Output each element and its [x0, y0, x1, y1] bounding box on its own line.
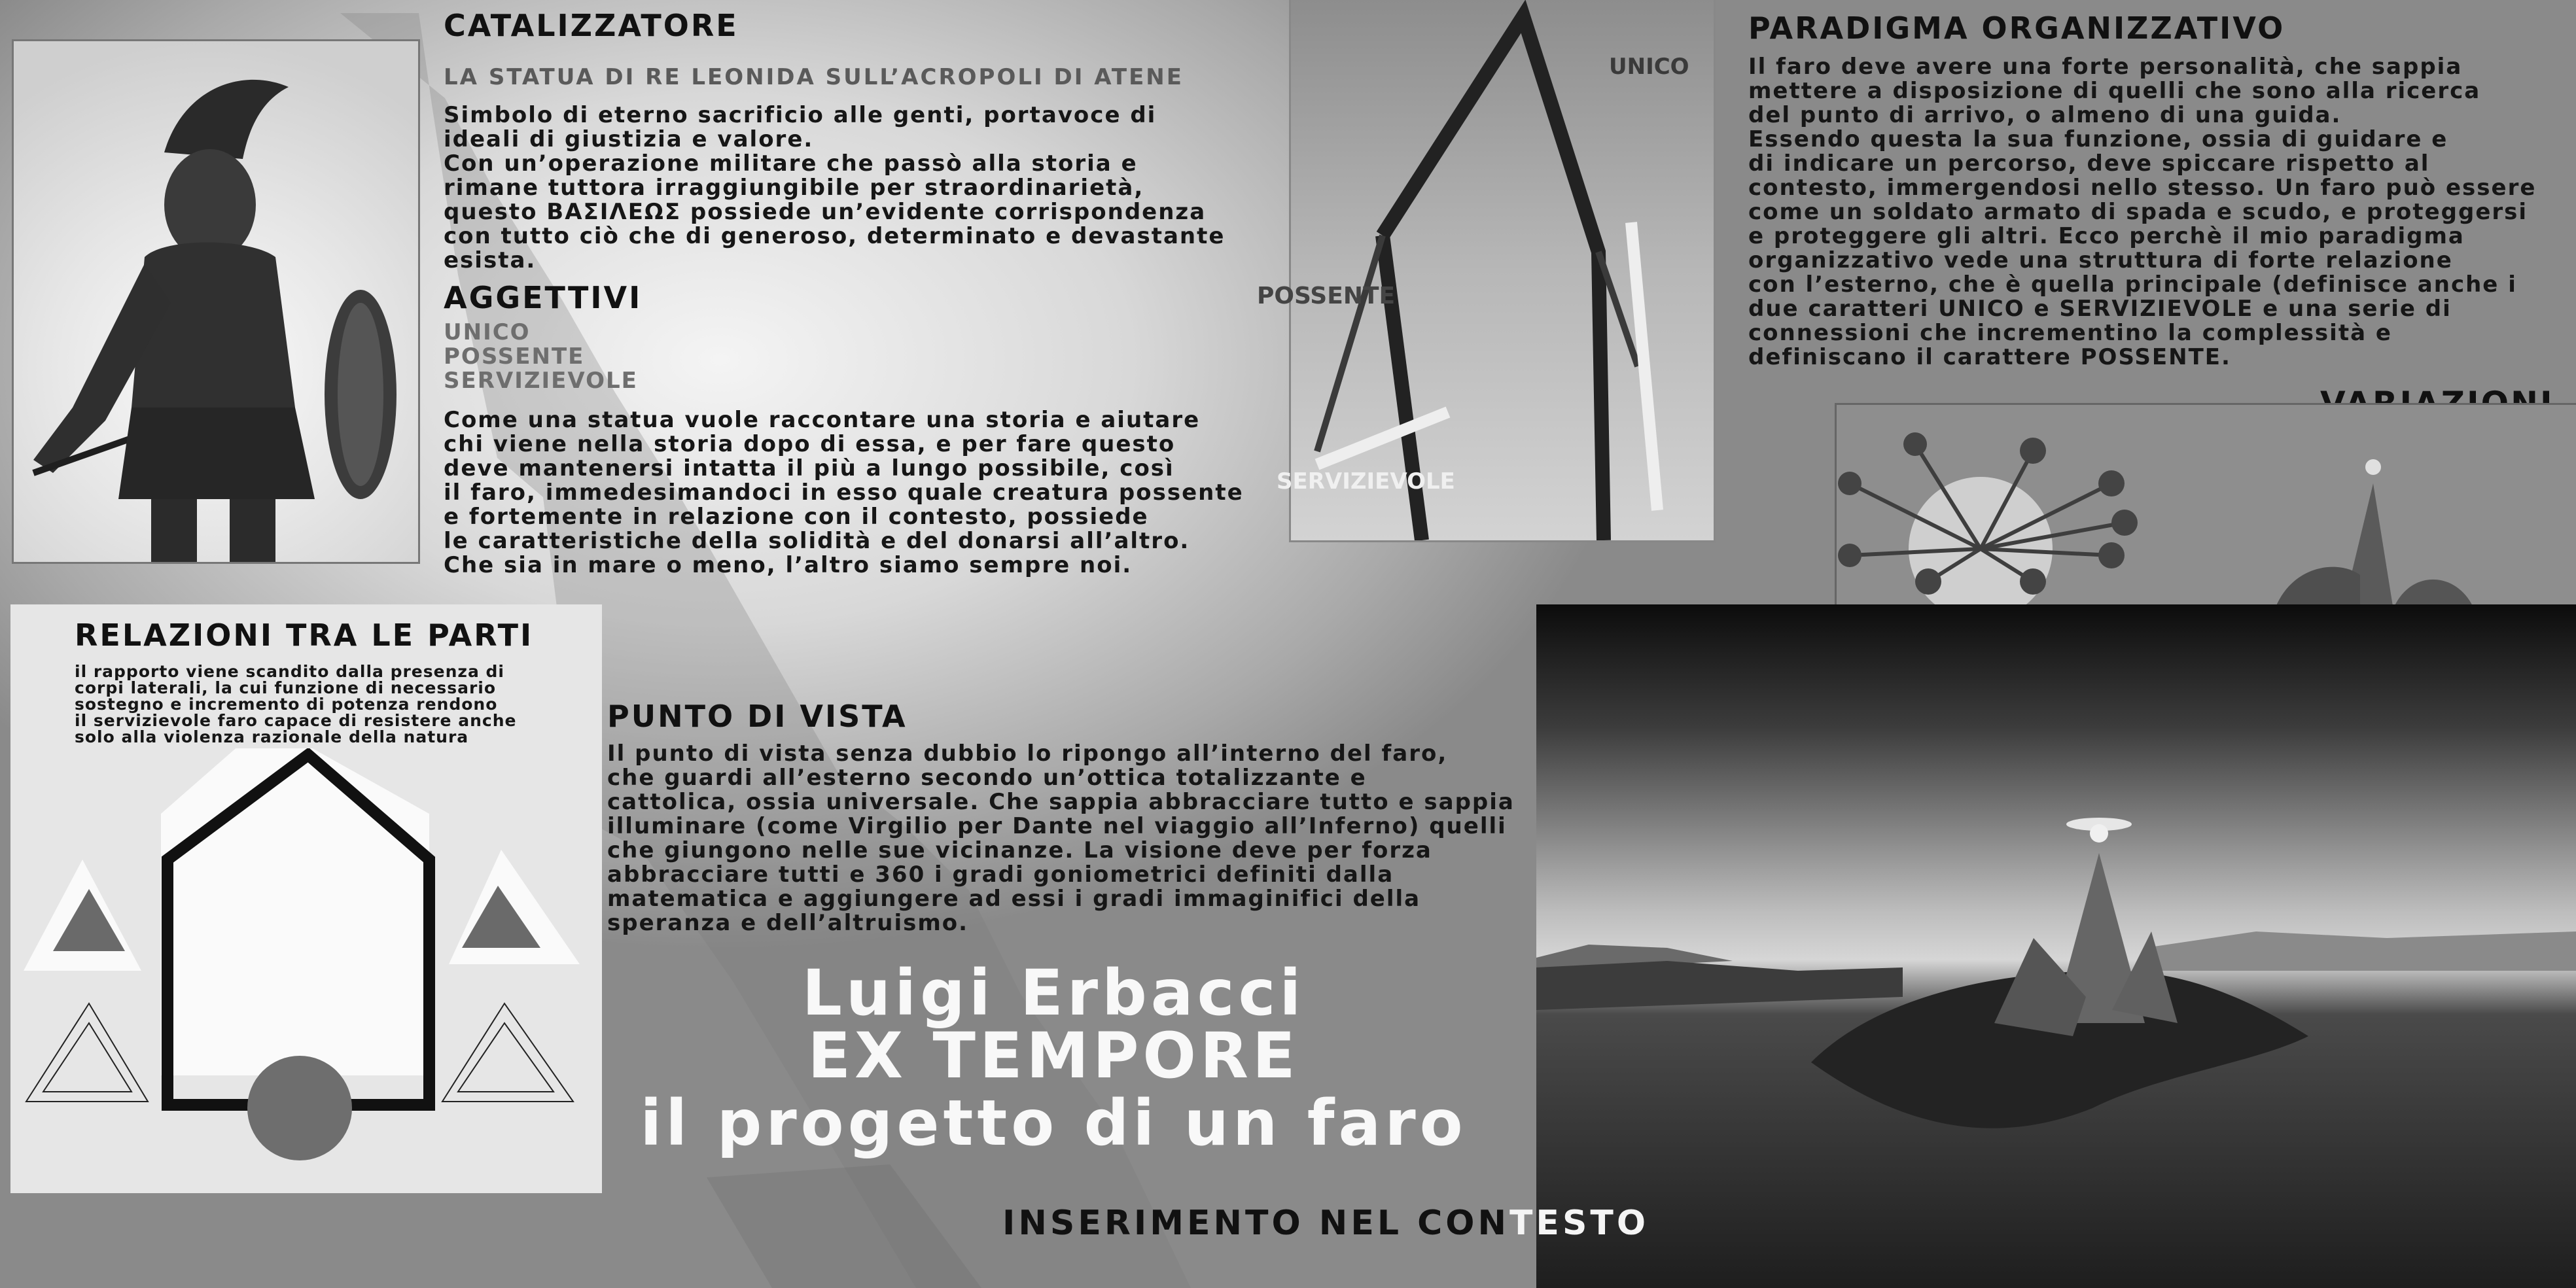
paradigma-text: Il faro deve avere una forte personalità, che sappia mettere a disposizione di quelli che sono alla ricerca del punto di arrivo, o almeno di una guida. Essendo questa la sua funzione, ossia di guidare e di indicare un percorso, deve spiccare rispetto al contesto, immergendosi nello stesso. Un faro può essere come un soldato armato di spada e scudo, e proteggersi e proteggere gli altri. Ecco perchè il mio paradigma organizzativo vede una struttura di forte relazione con l’esterno, che è quella principale (definisce anche i due caratteri UNICO e SERVIZIEVOLE e una serie di connessioni che incrementino la complessità e definiscano il carattere POSSENTE.	[1748, 54, 2537, 370]
leonida-statue-photo	[12, 39, 420, 564]
diagram-lines	[1291, 0, 1714, 540]
context-photo	[1536, 604, 2576, 1288]
aggettivi-item-unico: UNICO	[444, 319, 531, 345]
catalizzatore-subheading: LA STATUA DI RE LEONIDA SULL’ACROPOLI DI ATENE	[444, 64, 1184, 90]
aggettivi-list	[444, 321, 638, 393]
aggettivi-text: Come una statua vuole raccontare una storia e aiutare chi viene nella storia dopo di essa, e per fare questo deve mantenersi intatta il più a lungo possibile, così il faro, immedesimandoci in esso quale creatura possente e fortemente in relazione con il contesto, possiede le caratteristiche della solidità e del donarsi all’altro. Che sia in mare o meno, l’altro siamo sempre noi.	[444, 407, 1244, 578]
project-name: EX TEMPORE	[807, 1019, 1299, 1092]
concept-diagram	[1257, 0, 1716, 542]
aggettivi-heading: AGGETTIVI	[444, 280, 643, 315]
relazioni-heading: RELAZIONI TRA LE PARTI	[75, 618, 534, 653]
statue-figure	[14, 41, 418, 562]
paradigma-heading: PARADIGMA ORGANIZZATIVO	[1748, 10, 2285, 46]
diagram-label-servizievole: SERVIZIEVOLE	[1277, 468, 1455, 495]
diagram-label-possente: POSSENTE	[1257, 283, 1396, 309]
punto-di-vista-heading: PUNTO DI VISTA	[607, 699, 908, 734]
inserimento-text: INSERIMENTO NEL CONTESTO	[1002, 1204, 1650, 1243]
aggettivi-item-possente: POSSENTE	[444, 343, 585, 370]
diagram-label-unico: UNICO	[1609, 54, 1689, 80]
lighthouse-scene	[1536, 604, 2576, 1288]
aggettivi-item-servizievole: SERVIZIEVOLE	[444, 368, 638, 394]
relazioni-diagram	[10, 748, 602, 1193]
punto-di-vista-text: Il punto di vista senza dubbio lo ripongo all’interno del faro, che guardi all’esterno secondo un’ottica totalizzante e cattolica, ossia universale. Che sappia abbracciare tutto e sappia illuminare (come Virgilio per Dante nel viaggio all’Inferno) quelli che giungono nelle sue vicinanze. La visione deve per forza abbracciare tutti e 360 i gradi goniometrici definiti dalla matematica e aggiungere ad essi i gradi immaginifici della speranza e dell’altruismo.	[607, 740, 1515, 936]
relazioni-panel	[10, 604, 602, 1193]
project-subtitle: il progetto di un faro	[640, 1087, 1467, 1160]
catalizzatore-text: Simbolo di eterno sacrificio alle genti, portavoce di ideali di giustizia e valore. Con un’operazione militare che passò alla storia e rimane tuttora irraggiungibile per straordinarietà, questo ΒΑΣΙΛΕΩΣ possiede un’evidente corrispondenza con tutto ciò che di generoso, determinato e devastante esista.	[444, 102, 1226, 273]
author-name: Luigi Erbacci	[802, 956, 1305, 1030]
relazioni-text: il rapporto viene scandito dalla presenza di corpi laterali, la cui funzione di necessario sostegno e incremento di potenza rendono il servizievole faro capace di resistere anche solo alla violenza razionale della natura	[75, 662, 517, 746]
inserimento-heading	[1002, 1204, 1649, 1243]
title-block	[628, 956, 1479, 1160]
catalizzatore-heading: CATALIZZATORE	[444, 8, 739, 43]
